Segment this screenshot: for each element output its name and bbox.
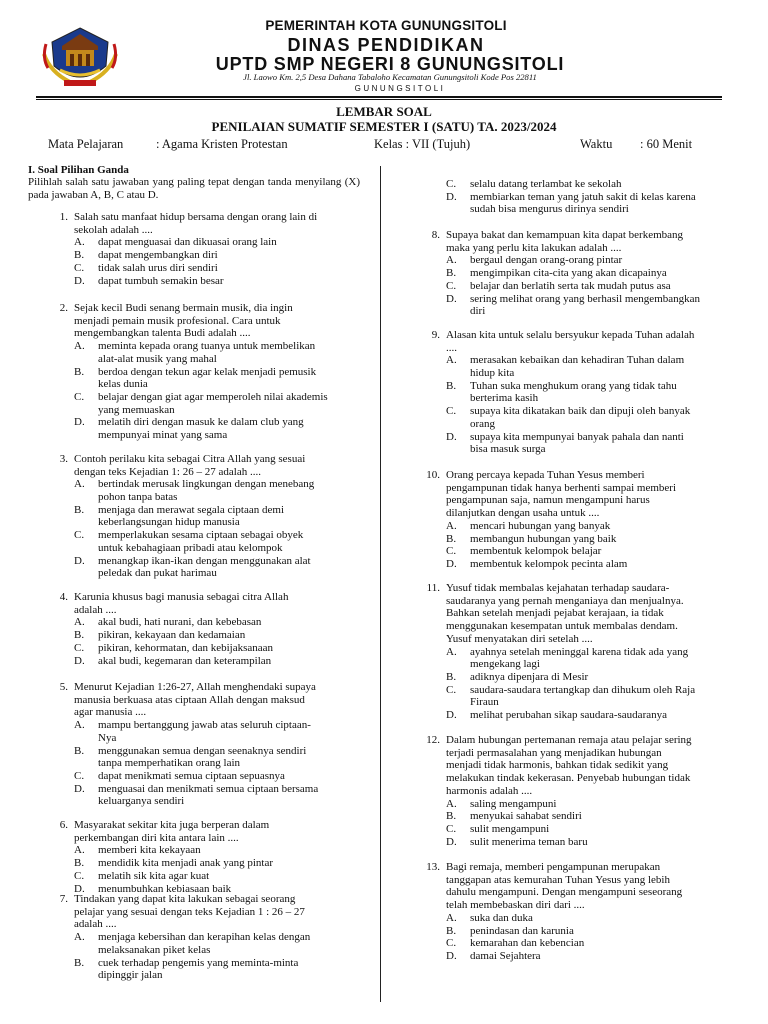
column-divider <box>380 166 381 1002</box>
option-text: membiarkan teman yang jatuh sakit di kelas karena <box>470 190 696 203</box>
question-stem: adalah .... <box>74 603 117 616</box>
question-stem: Menurut Kejadian 1:26-27, Allah menghendaki supaya <box>74 681 316 693</box>
option-text: bertindak merusak lingkungan dengan menebang <box>98 478 315 491</box>
option-letter: B. <box>446 810 457 823</box>
option-text: saudara-saudara tertangkap dan dihukum oleh Raja <box>470 683 696 696</box>
question-stem: melakukan tindak kekerasan. Penyebab hubungan tidak <box>446 772 691 785</box>
option-text: belajar dan berlatih serta tak mudah putus asa <box>470 279 671 292</box>
school-logo <box>40 24 120 90</box>
option-text: supaya kita mempunyai banyak pahala dan nanti <box>470 430 684 443</box>
option-text: mendidik kita menjadi anak yang pintar <box>98 857 274 870</box>
class-info: Kelas : VII (Tujuh) <box>374 137 471 151</box>
time-value: : 60 Menit <box>640 137 693 151</box>
option-text: pikiran, kehormatan, dan kebijaksanaan <box>98 641 274 654</box>
question-stem: manusia berkuasa atas ciptaan Allah dengan maksud <box>74 693 305 706</box>
question-stem: telah membebaskan diri dari .... <box>446 899 585 912</box>
subject-value: : Agama Kristen Protestan <box>156 137 288 151</box>
option-text: mencari hubungan yang banyak <box>470 519 611 532</box>
option-text: bergaul dengan orang-orang pintar <box>470 254 623 267</box>
option-text: memperlakukan sesama ciptaan sebagai obyek <box>98 529 304 542</box>
option-letter: B. <box>446 924 457 937</box>
question-stem: dengan teks Kejadian 1: 26 – 27 adalah .... <box>74 465 261 478</box>
question-stem: Supaya bakat dan kemampuan kita dapat berkembang <box>446 229 684 241</box>
option-letter: D. <box>446 557 457 570</box>
option-letter: A. <box>74 340 85 353</box>
question-number: 6. <box>59 819 68 831</box>
option-letter: B. <box>74 744 85 757</box>
sheet-title: LEMBAR SOAL <box>336 104 432 119</box>
option-letter: A. <box>446 911 457 924</box>
question-stem: Karunia khusus bagi manusia sebagai citra Allah <box>74 591 289 603</box>
option-text: saling mengampuni <box>470 797 557 810</box>
header-rule-thin <box>36 99 722 100</box>
question-stem: Alasan kita untuk selalu bersyukur kepada Tuhan adalah <box>446 329 695 341</box>
option-letter: A. <box>446 354 457 367</box>
option-letter: C. <box>446 683 457 696</box>
question-stem: Tindakan yang dapat kita lakukan sebagai seorang <box>74 893 296 905</box>
option-letter: A. <box>74 844 85 857</box>
option-letter: B. <box>74 503 85 516</box>
section-title: I. Soal Pilihan Ganda <box>28 164 129 176</box>
question-stem: Sejak kecil Budi senang bermain musik, dia ingin <box>74 302 293 314</box>
option-letter: D. <box>74 554 85 567</box>
option-text: dipinggir jalan <box>98 969 163 982</box>
option-letter: A. <box>446 519 457 532</box>
option-text: tidak salah urus diri sendiri <box>98 261 218 274</box>
subject-label: Mata Pelajaran <box>48 137 124 151</box>
option-text: hidup kita <box>470 367 515 380</box>
header-department: DINAS PENDIDIKAN <box>287 35 485 55</box>
header-address: Jl. Laowo Km. 2,5 Desa Dahana Tabaloho Kecamatan Gunungsitoli Kode Pos 22811 <box>243 72 537 82</box>
option-text: yang memuaskan <box>98 403 175 416</box>
question-stem: tanggapan atas kemurahan Tuhan Yesus yang lebih <box>446 873 670 886</box>
option-letter: B. <box>446 670 457 683</box>
option-text: membangun hubungan yang baik <box>470 532 617 545</box>
question-stem: dahulu mengampuni. Dengan mengampuni seseorang <box>446 886 683 899</box>
option-text: damai Sejahtera <box>470 949 541 962</box>
option-text: melatih diri dengan masuk ke dalam club yang <box>98 416 304 429</box>
option-letter: C. <box>74 641 85 654</box>
option-text: dapat mengembangkan diri <box>98 249 218 262</box>
header-school: UPTD SMP NEGERI 8 GUNUNGSITOLI <box>215 54 565 74</box>
time-label: Waktu <box>580 137 613 151</box>
option-text: belajar dengan giat agar memperoleh nilai akademis <box>98 390 328 403</box>
question-stem: Masyarakat sekitar kita juga berperan dalam <box>74 819 270 831</box>
option-text: menumbuhkan kebiasaan baik <box>98 882 232 895</box>
option-letter: C. <box>446 545 457 558</box>
question-stem: menjadi pemain musik profesional. Cara untuk <box>74 314 281 327</box>
option-text: keberlangsungan hidup manusia <box>98 516 240 529</box>
option-letter: C. <box>74 529 85 542</box>
question-number: 10. <box>426 469 440 481</box>
question-stem: perkembangan diri kita antara lain .... <box>74 831 239 844</box>
question-stem: menggunakan kesempatan untuk membalas dendam. <box>446 620 678 633</box>
question-stem: Contoh perilaku kita sebagai Citra Allah yang sesuai <box>74 453 306 465</box>
option-letter: C. <box>74 390 85 403</box>
option-letter: A. <box>74 236 85 249</box>
question-stem: Yusuf menyatakan diri setelah .... <box>446 632 593 645</box>
option-letter: A. <box>74 931 85 944</box>
option-text: akal budi, kegemaran dan keterampilan <box>98 654 272 667</box>
question-stem: Orang percaya kepada Tuhan Yesus memberi <box>446 469 645 481</box>
option-text: menyukai sahabat sendiri <box>470 810 582 823</box>
question-stem: Yusuf tidak membalas kejahatan terhadap saudara- <box>446 582 670 594</box>
option-letter: C. <box>74 261 85 274</box>
option-text: mampu bertanggung jawab atas seluruh ciptaan- <box>98 719 311 732</box>
option-text: dapat menikmati semua ciptaan sepuasnya <box>98 769 285 782</box>
option-letter: D. <box>446 430 457 443</box>
question-stem: pengampunan tidak hanya berhenti sampai memberi <box>446 481 677 494</box>
question-stem: mengembangkan talenta Budi adalah .... <box>74 327 251 340</box>
option-text: melatih sik kita agar kuat <box>98 869 210 882</box>
question-number: 11. <box>426 582 440 594</box>
question-stem: menjadi tidak harmonis, bahkan tidak sedikit yang <box>446 759 669 772</box>
option-letter: B. <box>74 956 85 969</box>
option-text: pohon tanpa batas <box>98 491 178 504</box>
option-text: memberi kita kekayaan <box>98 844 201 857</box>
option-text: Nya <box>98 731 117 744</box>
option-letter: B. <box>74 365 85 378</box>
question-number: 7. <box>59 893 68 905</box>
option-text: tanpa memperhatikan orang lain <box>98 757 241 770</box>
question-stem: pengampunan saja, namun mengampuni harus <box>446 494 650 507</box>
option-letter: B. <box>74 249 85 262</box>
option-text: menangkap ikan-ikan dengan menggunakan alat <box>98 554 311 567</box>
question-stem: saudaranya yang pernah menganiaya dan menjualnya. <box>446 594 684 607</box>
option-text: mengekang lagi <box>470 658 540 671</box>
option-letter: D. <box>446 292 457 305</box>
option-letter: D. <box>74 274 85 287</box>
exam-title: PENILAIAN SUMATIF SEMESTER I (SATU) TA. 2023/2024 <box>211 119 557 134</box>
option-letter: D. <box>446 949 457 962</box>
question-stem: Bahkan setelah menjadi pejabat kerajaan, ia tidak <box>446 607 664 620</box>
option-letter: D. <box>446 835 457 848</box>
question-stem: .... <box>446 341 457 354</box>
option-text: adiknya dipenjara di Mesir <box>470 670 589 683</box>
option-text: sering melihat orang yang berhasil mengembangkan <box>470 292 701 305</box>
option-text: merasakan kebaikan dan kehadiran Tuhan dalam <box>470 354 685 367</box>
question-stem: adalah .... <box>74 918 117 931</box>
option-text: sulit menerima teman baru <box>470 835 588 848</box>
option-text: ayahnya setelah meninggal karena tidak ada yang <box>470 645 689 658</box>
header-city: GUNUNGSITOLI <box>354 84 446 93</box>
question-stem: agar manusia .... <box>74 706 147 719</box>
option-text: mempunyai minat yang sama <box>98 428 228 441</box>
option-letter: B. <box>446 532 457 545</box>
header-government: PEMERINTAH KOTA GUNUNGSITOLI <box>265 18 507 33</box>
question-number: 12. <box>426 734 440 746</box>
option-text: kelas dunia <box>98 378 148 391</box>
option-letter: C. <box>446 279 457 292</box>
option-text: meminta kepada orang tuanya untuk membelikan <box>98 340 316 353</box>
option-text: diri <box>470 305 486 318</box>
question-stem: maka yang perlu kita lakukan adalah .... <box>446 241 622 254</box>
option-text: menjaga dan merawat segala ciptaan demi <box>98 503 284 516</box>
question-number: 1. <box>59 211 68 223</box>
option-text: kemarahan dan kebencian <box>470 937 585 950</box>
question-stem: dilanjutkan dengan usaha untuk .... <box>446 507 600 520</box>
question-number: 4. <box>59 591 68 603</box>
option-text: peledak dan pukat harimau <box>98 567 217 580</box>
option-letter: A. <box>446 797 457 810</box>
option-letter: B. <box>446 267 457 280</box>
question-stem: Bagi remaja, memberi pengampunan merupakan <box>446 861 661 873</box>
question-stem: sekolah adalah .... <box>74 223 153 236</box>
section-instruction: Pilihlah salah satu jawaban yang paling tepat dengan tanda menyilang (X) pada jawaban A, B, C atau D. <box>28 176 360 201</box>
option-text: penindasan dan karunia <box>470 924 574 937</box>
option-letter: A. <box>74 616 85 629</box>
option-letter: D. <box>74 654 85 667</box>
option-letter: D. <box>74 882 85 895</box>
option-letter: C. <box>446 937 457 950</box>
option-text: berdoa dengan tekun agar kelak menjadi pemusik <box>98 365 317 378</box>
option-text: cuek terhadap pengemis yang meminta-minta <box>98 956 299 969</box>
option-letter: A. <box>74 478 85 491</box>
option-letter: A. <box>74 719 85 732</box>
option-letter: B. <box>446 379 457 392</box>
option-text: akal budi, hati nurani, dan kebebasan <box>98 616 262 629</box>
option-text: dapat tumbuh semakin besar <box>98 274 224 287</box>
option-letter: D. <box>74 782 85 795</box>
question-stem: harmonis adalah .... <box>446 784 533 797</box>
option-letter: D. <box>446 190 457 203</box>
option-text: keluarganya sendiri <box>98 795 185 808</box>
option-text: bisa masuk surga <box>470 443 546 456</box>
question-stem: terjadi permasalahan yang menjadikan hubungan <box>446 746 662 759</box>
question-number: 8. <box>431 229 440 241</box>
option-letter: A. <box>446 254 457 267</box>
option-letter: B. <box>74 629 85 642</box>
option-text: membentuk kelompok belajar <box>470 545 602 558</box>
question-number: 3. <box>59 453 68 465</box>
option-letter: C. <box>446 822 457 835</box>
option-text: supaya kita dikatakan baik dan dipuji oleh banyak <box>470 405 691 418</box>
question-stem: pelajar yang sesuai dengan teks Kejadian 1 : 26 – 27 <box>74 905 305 918</box>
question-stem: Dalam hubungan pertemanan remaja atau pelajar sering <box>446 734 692 746</box>
option-letter: B. <box>74 857 85 870</box>
question-number: 13. <box>426 861 440 873</box>
option-text: membentuk kelompok pecinta alam <box>470 557 628 570</box>
option-text: sulit mengampuni <box>470 822 550 835</box>
question-stem: Salah satu manfaat hidup bersama dengan orang lain di <box>74 211 318 223</box>
option-text: alat-alat musik yang mahal <box>98 352 217 365</box>
option-text: untuk kebahagiaan pribadi atau kelompok <box>98 541 283 554</box>
option-text: suka dan duka <box>470 911 533 924</box>
option-text: mengimpikan cita-cita yang akan dicapainya <box>470 267 667 280</box>
header-rule <box>36 96 722 98</box>
option-text: Firaun <box>470 696 499 709</box>
option-text: sudah bisa mengurus dirinya sendiri <box>470 203 629 216</box>
option-text: pikiran, kekayaan dan kedamaian <box>98 629 246 642</box>
question-number: 2. <box>59 302 68 314</box>
option-letter: A. <box>446 645 457 658</box>
option-text: dapat menguasai dan dikuasai orang lain <box>98 236 277 249</box>
option-text: menguasai dan menikmati semua ciptaan bersama <box>98 782 319 795</box>
option-text: melihat perubahan sikap saudara-saudaranya <box>470 709 667 721</box>
option-letter: D. <box>74 416 85 429</box>
option-letter: C. <box>74 769 85 782</box>
question-number: 9. <box>431 329 440 341</box>
option-text: selalu datang terlambat ke sekolah <box>470 178 622 190</box>
option-letter: C. <box>446 405 457 418</box>
option-text: orang <box>470 417 496 430</box>
option-text: menjaga kebersihan dan kerapihan kelas dengan <box>98 931 311 944</box>
option-text: melaksanakan piket kelas <box>98 943 211 956</box>
option-text: berterima kasih <box>470 392 539 405</box>
option-letter: D. <box>446 709 457 721</box>
question-number: 5. <box>59 681 68 693</box>
option-letter: C. <box>74 869 85 882</box>
option-text: menggunakan semua dengan seenaknya sendiri <box>98 744 307 757</box>
option-text: Tuhan suka menghukum orang yang tidak tahu <box>470 379 677 392</box>
option-letter: C. <box>446 178 457 190</box>
